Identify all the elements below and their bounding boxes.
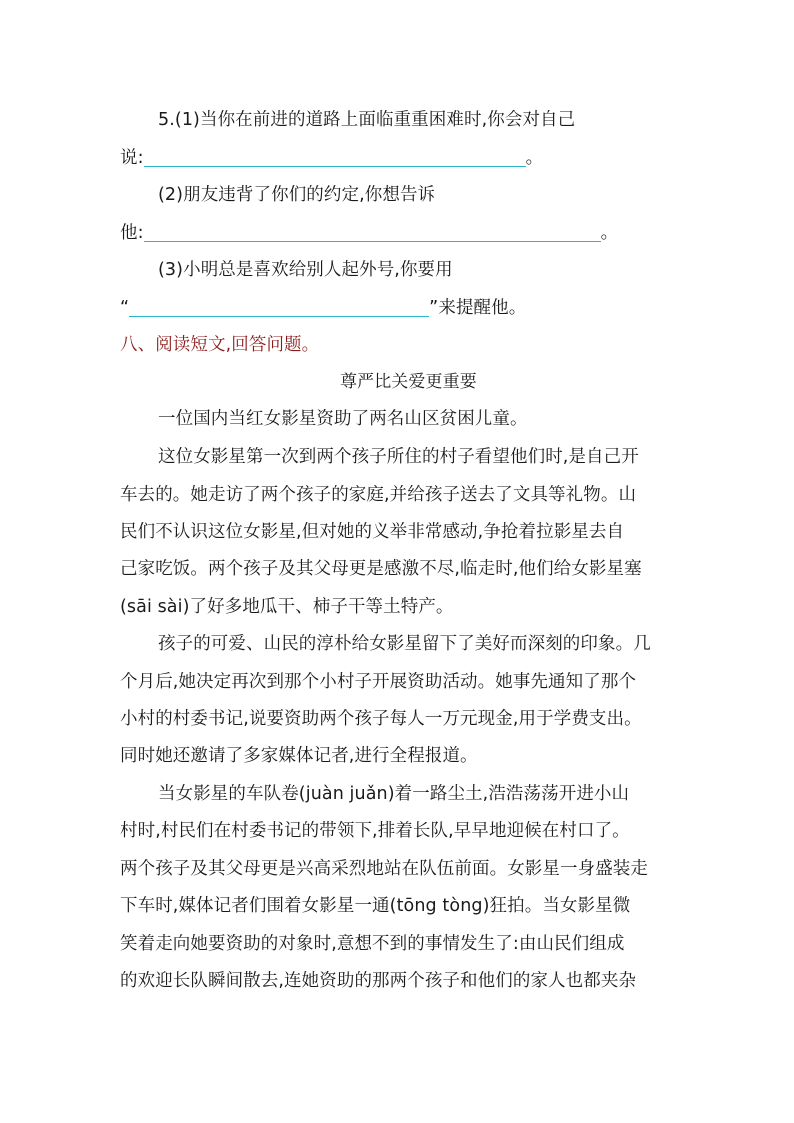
question-5-2-answer-row bbox=[120, 221, 618, 245]
question-5-3-end: ”来提醒他。 bbox=[429, 298, 527, 318]
article-line: 一位国内当红女影星资助了两名山区贫困儿童。 bbox=[158, 409, 528, 429]
section-heading: 八、阅读短文,回答问题。 bbox=[120, 335, 320, 355]
article-line: 村时,村民们在村委书记的带领下,排着长队,早早地迎候在村口了。 bbox=[120, 821, 630, 841]
question-5-3-prompt: (3)小明总是喜欢给别人起外号,你要用 bbox=[158, 260, 453, 280]
article-line: 两个孩子及其父母更是兴高采烈地站在队伍前面。女影星一身盛装走 bbox=[120, 859, 648, 879]
article-title: 尊严比关爱更重要 bbox=[340, 372, 477, 392]
question-5-1-answer-row bbox=[120, 146, 543, 170]
question-5-2-end: 。 bbox=[600, 223, 619, 243]
question-5-3-answer-row bbox=[120, 296, 526, 320]
article-line: (sāi sài)了好多地瓜干、柿子干等土特产。 bbox=[120, 597, 454, 617]
article-line: 民们不认识这位女影星,但对她的义举非常感动,争抢着拉影星去自 bbox=[120, 522, 625, 542]
question-5-2-prompt: (2)朋友违背了你们的约定,你想告诉 bbox=[158, 185, 436, 205]
article-line: 己家吃饭。两个孩子及其父母更是感激不尽,临走时,他们给女影星塞 bbox=[120, 559, 642, 579]
question-5-2-lead: 他: bbox=[120, 223, 144, 243]
article-line: 小村的村委书记,说要资助两个孩子每人一万元现金,用于学费支出。 bbox=[120, 709, 642, 729]
answer-blank-5-3[interactable] bbox=[129, 296, 429, 317]
article-line: 当女影星的车队卷(juàn juǎn)着一路尘土,浩浩荡荡开进小山 bbox=[158, 784, 630, 804]
question-5-1-end: 。 bbox=[525, 148, 544, 168]
article-line: 这位女影星第一次到两个孩子所住的村子看望他们时,是自己开 bbox=[158, 447, 639, 467]
article-line: 车去的。她走访了两个孩子的家庭,并给孩子送去了文具等礼物。山 bbox=[120, 485, 637, 505]
article-line: 个月后,她决定再次到那个小村子开展资助活动。她事先通知了那个 bbox=[120, 672, 637, 692]
article-line: 的欢迎长队瞬间散去,连她资助的那两个孩子和他们的家人也都夹杂 bbox=[120, 971, 637, 991]
answer-blank-5-2[interactable] bbox=[144, 221, 601, 242]
question-5-1-prompt: 5.(1)当你在前进的道路上面临重重困难时,你会对自己 bbox=[158, 110, 576, 130]
article-line: 下车时,媒体记者们围着女影星一通(tōng tòng)狂拍。当女影星微 bbox=[120, 896, 631, 916]
article-line: 笑着走向她要资助的对象时,意想不到的事情发生了:由山民们组成 bbox=[120, 934, 625, 954]
question-5-3-open-quote: “ bbox=[120, 298, 130, 318]
article-line: 同时她还邀请了多家媒体记者,进行全程报道。 bbox=[120, 746, 478, 766]
question-5-1-lead: 说: bbox=[120, 148, 144, 168]
article-line: 孩子的可爱、山民的淳朴给女影星留下了美好而深刻的印象。几 bbox=[158, 634, 651, 654]
answer-blank-5-1[interactable] bbox=[144, 146, 526, 167]
